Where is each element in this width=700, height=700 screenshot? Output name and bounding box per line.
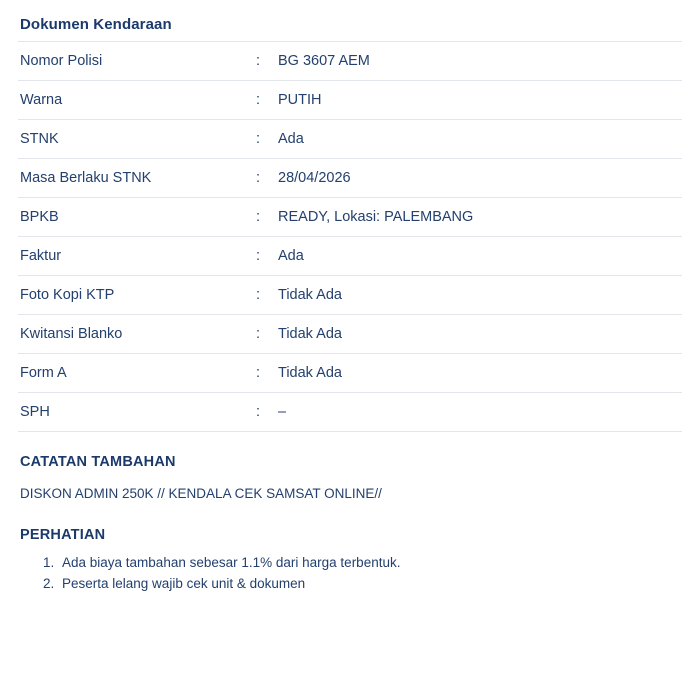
row-separator: : [256, 248, 261, 264]
row-label: Form A [20, 365, 67, 381]
table-row [18, 315, 682, 354]
additional-notes-text: DISKON ADMIN 250K // KENDALA CEK SAMSAT ONLINE// [20, 486, 382, 501]
row-value: 28/04/2026 [278, 170, 351, 186]
row-value: BG 3607 AEM [278, 53, 370, 69]
row-value: Tidak Ada [278, 326, 342, 342]
list-item: 2. Peserta lelang wajib cek unit & dokumen [58, 576, 682, 591]
row-separator: : [256, 209, 261, 225]
row-separator: : [256, 53, 261, 69]
row-label: STNK [20, 131, 59, 147]
table-row [18, 81, 682, 120]
row-label: Nomor Polisi [20, 53, 103, 69]
row-value: READY, Lokasi: PALEMBANG [278, 209, 474, 225]
row-label: SPH [20, 404, 50, 420]
row-label: Foto Kopi KTP [20, 287, 115, 303]
row-separator: : [256, 365, 261, 381]
row-label: Kwitansi Blanko [20, 326, 123, 342]
row-value: Tidak Ada [278, 287, 342, 303]
row-value: PUTIH [278, 92, 322, 108]
row-label: BPKB [20, 209, 59, 225]
row-separator: : [256, 404, 261, 420]
table-row [18, 393, 682, 432]
table-row [18, 120, 682, 159]
row-value: Ada [278, 131, 304, 147]
table-body [18, 42, 682, 432]
row-separator: : [256, 287, 261, 303]
additional-notes-title: CATATAN TAMBAHAN [20, 454, 176, 470]
row-separator: : [256, 131, 261, 147]
table-row [18, 42, 682, 81]
row-separator: : [256, 170, 261, 186]
table-row [18, 237, 682, 276]
row-label: Masa Berlaku STNK [20, 170, 152, 186]
list-item: 1. Ada biaya tambahan sebesar 1.1% dari harga terbentuk. [58, 555, 682, 570]
table-row [18, 354, 682, 393]
table-row [18, 198, 682, 237]
table-row [18, 276, 682, 315]
row-label: Warna [20, 92, 63, 108]
vehicle-documents-table [18, 41, 682, 432]
row-label: Faktur [20, 248, 62, 264]
warning-title: PERHATIAN [20, 527, 106, 543]
table-row [18, 159, 682, 198]
row-value: Ada [278, 248, 304, 264]
page-title: Dokumen Kendaraan [20, 16, 172, 33]
row-value: – [278, 404, 287, 420]
warning-list [18, 555, 682, 591]
row-separator: : [256, 92, 261, 108]
row-value: Tidak Ada [278, 365, 342, 381]
row-separator: : [256, 326, 261, 342]
